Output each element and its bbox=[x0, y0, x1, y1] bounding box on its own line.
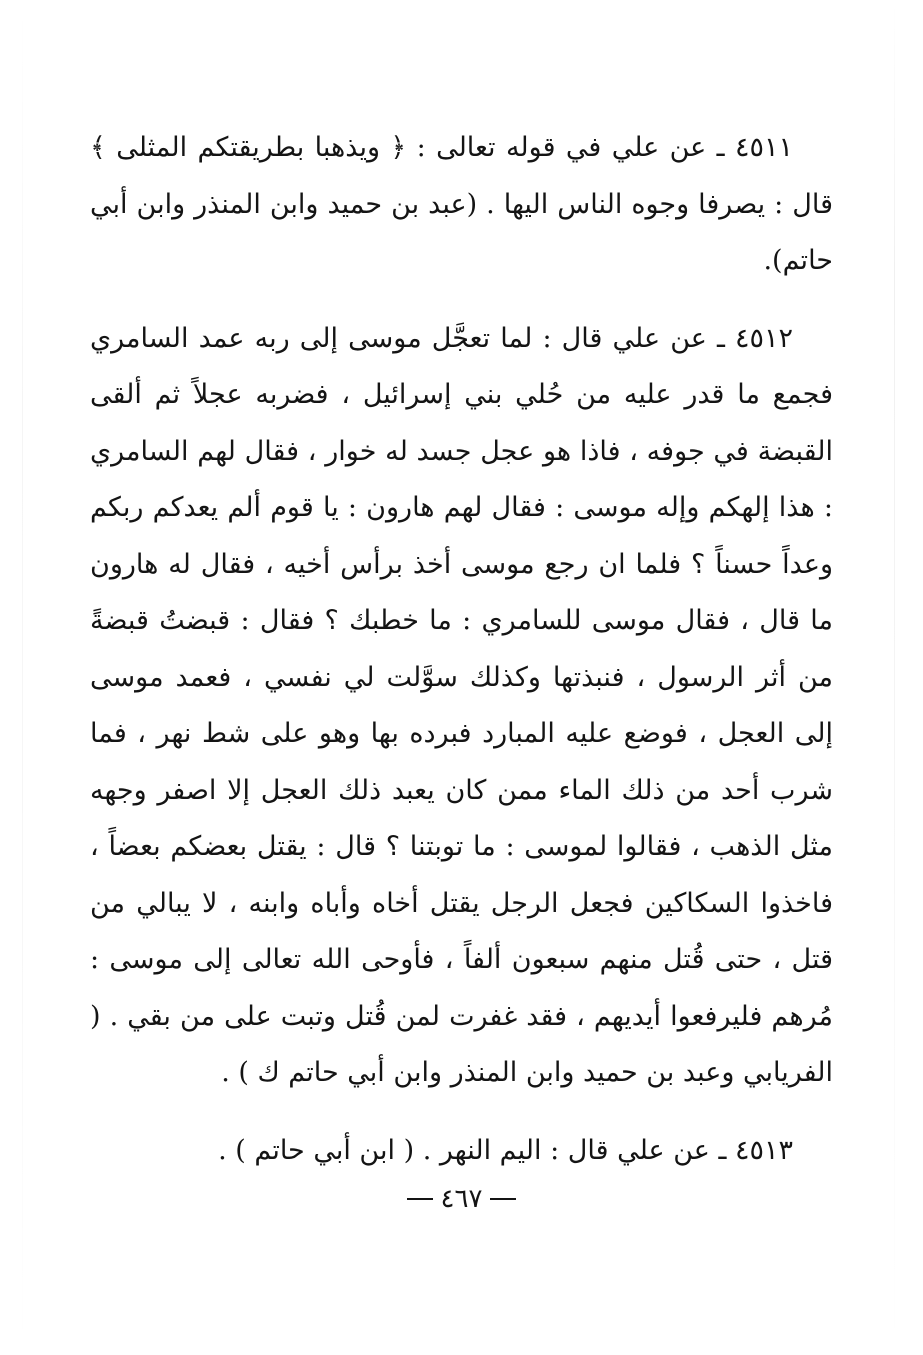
hadith-text-4512 bbox=[90, 311, 833, 1102]
page-number bbox=[0, 1178, 923, 1219]
hadith-text-4513 bbox=[90, 1123, 833, 1180]
hadith-entry-4511 bbox=[90, 120, 833, 290]
hadith-4512-text: ٤٥١٢ ـ عن علي قال : لما تعجَّل موسى إلى ربه عمد السامري فجمع ما قدر عليه من حُلي بني إسرائيل ، فضربه عجلاً ثم ألقى القبضة في جوفه ، فاذا هو عجل جسد له خوار ، فقال لهم السامري : هذا إلهكم وإله موسى : فقال لهم هارون : يا قوم ألم يعدكم ربكم وعداً حسناً ؟ فلما ان رجع موسى أخذ برأس أخيه ، فقال له هارون ما قال ، فقال موسى للسامري : ما خطبك ؟ فقال : قبضتُ قبضةً من أثر الرسول ، فنبذتها وكذلك سوَّلت لي نفسي ، فعمد موسى إلى العجل ، فوضع عليه المبارد فبرده بها وهو على شط نهر ، فما شرب أحد من ذلك الماء ممن كان يعبد ذلك العجل إلا اصفر وجهه مثل الذهب ، فقالوا لموسى : ما توبتنا ؟ قال : يقتل بعضكم بعضاً ، فاخذوا السكاكين فجعل الرجل يقتل أخاه وأباه وابنه ، لا يبالي من قتل ، حتى قُتل منهم سبعون ألفاً ، فأوحى الله تعالى إلى موسى : مُرهم فليرفعوا أيديهم ، فقد غفرت لمن قُتل وتبت على من بقي . ( الفريابي وعبد بن حميد وابن المنذر وابن أبي حاتم ك ) . bbox=[90, 322, 833, 1088]
page-body bbox=[90, 120, 833, 1179]
hadith-4511-text: ٤٥١١ ـ عن علي في قوله تعالى : ﴿ ويذهبا بطريقتكم المثلى ﴾ قال : يصرفا وجوه الناس اليها . (عبد بن حميد وابن المنذر وابن أبي حاتم). bbox=[90, 132, 833, 276]
page-number-dash-left bbox=[407, 1198, 433, 1200]
scan-edge-left bbox=[22, 0, 23, 1355]
hadith-4513-text: ٤٥١٣ ـ عن علي قال : اليم النهر . ( ابن أبي حاتم ) . bbox=[218, 1134, 793, 1166]
hadith-entry-4513 bbox=[90, 1123, 833, 1180]
page-number-value: ٤٦٧ bbox=[440, 1184, 483, 1214]
page-number-dash-right bbox=[490, 1198, 516, 1200]
hadith-text-4511 bbox=[90, 120, 833, 290]
hadith-entry-4512 bbox=[90, 311, 833, 1102]
scan-edge-right bbox=[894, 0, 895, 1355]
